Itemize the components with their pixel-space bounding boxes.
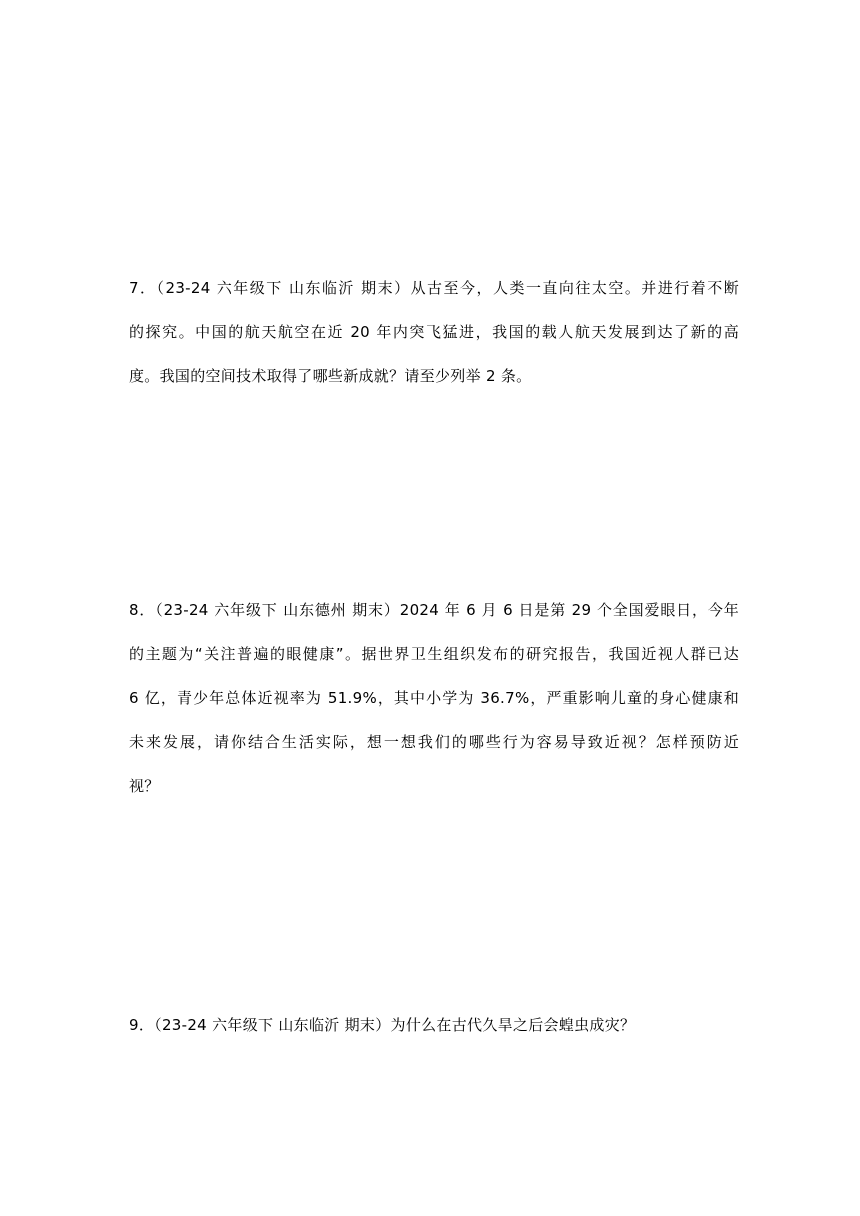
question-8-line-2: 的主题为“关注普遍的眼健康”。据世界卫生组织发布的研究报告，我国近视人群已达 xyxy=(129,645,739,663)
question-8 xyxy=(129,600,739,820)
question-9 xyxy=(129,1015,739,1059)
question-8-line-3: 6 亿，青少年总体近视率为 51.9%，其中小学为 36.7%，严重影响儿童的身心健康和 xyxy=(129,689,739,707)
question-7 xyxy=(129,278,739,410)
question-9-line-1: 9．（23-24 六年级下 山东临沂 期末）为什么在古代久旱之后会蝗虫成灾？ xyxy=(129,1016,636,1034)
question-8-line-5: 视？ xyxy=(129,777,160,795)
question-8-line-1: 8．（23-24 六年级下 山东德州 期末）2024 年 6 月 6 日是第 29 个全国爱眼日，今年 xyxy=(129,601,739,619)
question-7-line-1: 7．（23-24 六年级下 山东临沂 期末）从古至今，人类一直向往太空。并进行着不断 xyxy=(129,279,739,297)
question-7-line-2: 的探究。中国的航天航空在近 20 年内突飞猛进，我国的载人航天发展到达了新的高 xyxy=(129,323,739,341)
question-7-line-3: 度。我国的空间技术取得了哪些新成就？请至少列举 2 条。 xyxy=(129,367,532,385)
question-8-line-4: 未来发展，请你结合生活实际，想一想我们的哪些行为容易导致近视？怎样预防近 xyxy=(129,733,739,751)
